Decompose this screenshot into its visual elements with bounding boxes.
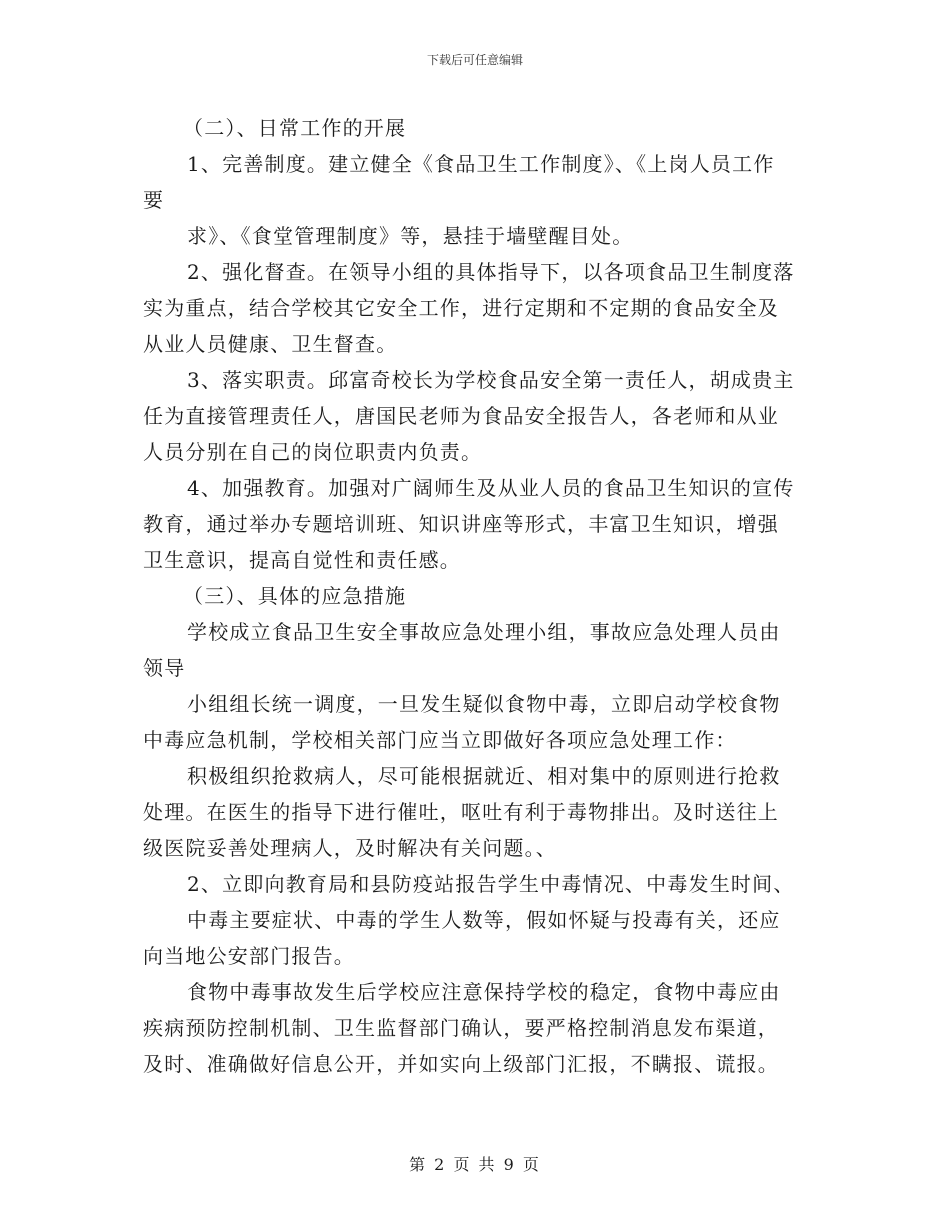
paragraph-line: 疾病预防控制机制、卫生监督部门确认，要严格控制消息发布渠道， — [143, 1016, 779, 1040]
paragraph-line: 从业人员健康、卫生督查。 — [143, 332, 398, 356]
paragraph-line: 级医院妥善处理病人，及时解决有关问题。、 — [143, 836, 557, 860]
paragraph-line: 人员分别在自己的岗位职责内负责。 — [143, 440, 483, 464]
paragraph-line: 1、完善制度。建立健全《食品卫生工作制度》、《上岗人员工作 — [187, 152, 775, 176]
paragraph-line: 2、立即向教育局和县防疫站报告学生中毒情况、中毒发生时间、 — [187, 872, 795, 896]
paragraph-line: 积极组织抢救病人，尽可能根据就近、相对集中的原则进行抢救 — [187, 764, 781, 788]
paragraph-line: 向当地公安部门报告。 — [143, 944, 355, 968]
paragraph-line: 卫生意识，提高自觉性和责任感。 — [143, 548, 461, 572]
paragraph-line: 要 — [143, 188, 165, 212]
paragraph-line: 3、落实职责。邱富奇校长为学校食品安全第一责任人，胡成贵主 — [187, 368, 795, 392]
paragraph-line: 2、强化督查。在领导小组的具体指导下，以各项食品卫生制度落 — [187, 260, 795, 284]
paragraph-line: 及时、准确做好信息公开，并如实向上级部门汇报，不瞒报、谎报。 — [143, 1052, 779, 1076]
paragraph-line: 实为重点，结合学校其它安全工作，进行定期和不定期的食品安全及 — [143, 296, 779, 320]
paragraph-line: 任为直接管理责任人，唐国民老师为食品安全报告人，各老师和从业 — [143, 404, 779, 428]
paragraph-line: 处理。在医生的指导下进行催吐，呕吐有利于毒物排出。及时送往上 — [143, 800, 779, 824]
page-number: 第 2 页 共 9 页 — [409, 1155, 541, 1174]
document-body — [143, 110, 813, 1082]
paragraph-line: 小组组长统一调度，一旦发生疑似食物中毒，立即启动学校食物 — [187, 692, 781, 716]
page-header: 下载后可任意编辑 — [426, 53, 523, 67]
paragraph-line: 教育，通过举办专题培训班、知识讲座等形式，丰富卫生知识，增强 — [143, 512, 779, 536]
paragraph-line: 食物中毒事故发生后学校应注意保持学校的稳定，食物中毒应由 — [187, 980, 781, 1004]
paragraph-line: 中毒主要症状、中毒的学生人数等，假如怀疑与投毒有关，还应 — [187, 908, 781, 932]
section-heading-daily-work: （二）、日常工作的开展 — [183, 116, 407, 140]
paragraph-line: 中毒应急机制，学校相关部门应当立即做好各项应急处理工作： — [143, 728, 737, 752]
paragraph-line: 学校成立食品卫生安全事故应急处理小组，事故应急处理人员由 — [187, 620, 781, 644]
paragraph-line: 4、加强教育。加强对广阔师生及从业人员的食品卫生知识的宣传 — [187, 476, 795, 500]
paragraph-line: 求》、《食堂管理制度》等，悬挂于墙壁醒目处。 — [187, 224, 634, 248]
paragraph-line: 领导 — [143, 656, 186, 680]
section-heading-emergency-measures: （三）、具体的应急措施 — [183, 584, 407, 608]
